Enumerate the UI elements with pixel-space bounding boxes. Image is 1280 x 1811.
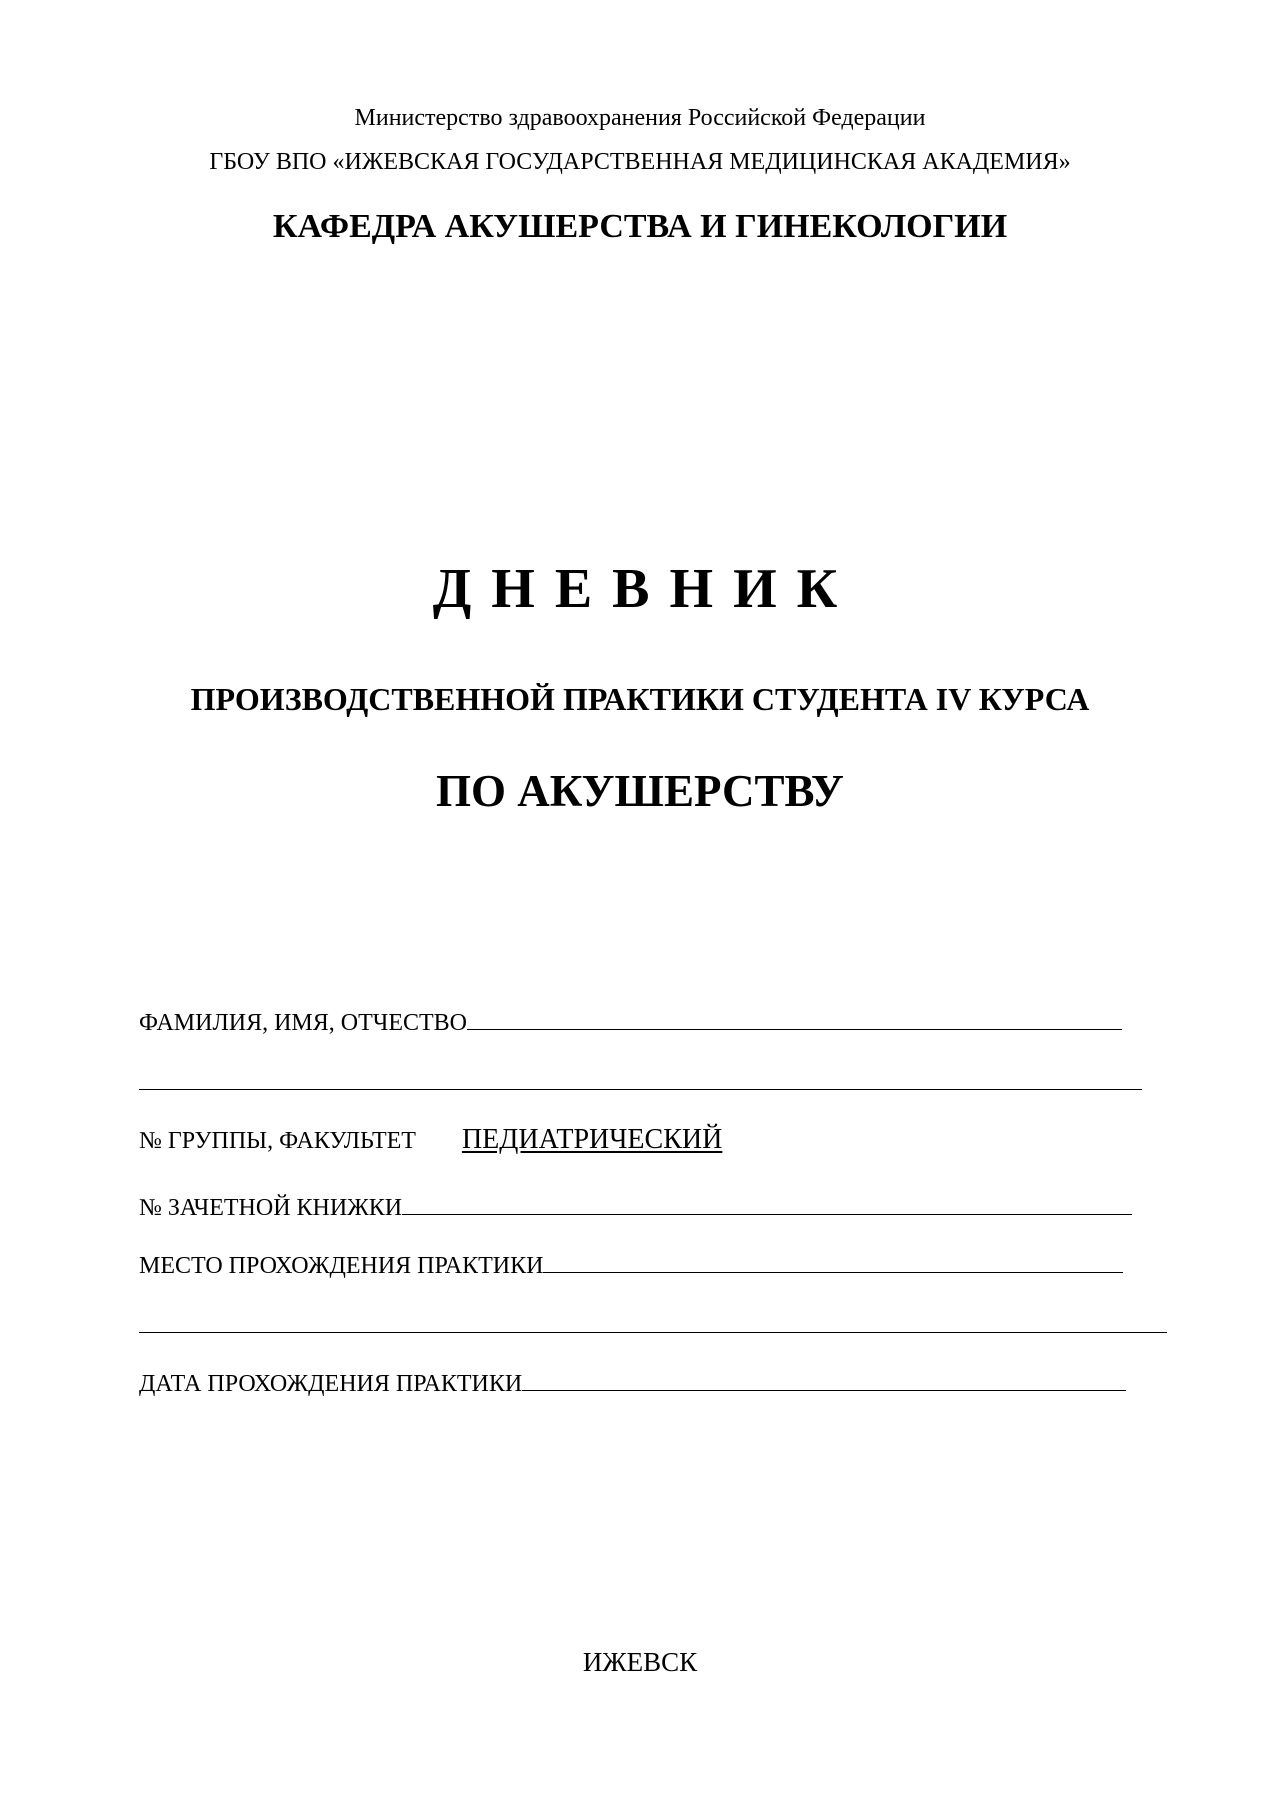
document-title: ДНЕВНИК (432, 558, 858, 620)
practice-date-label: ДАТА ПРОХОЖДЕНИЯ ПРАКТИКИ (139, 1371, 523, 1397)
document-subject: ПО АКУШЕРСТВУ (436, 766, 844, 816)
practice-place-label: МЕСТО ПРОХОЖДЕНИЯ ПРАКТИКИ (139, 1253, 544, 1279)
group-faculty-label: № ГРУППЫ, ФАКУЛЬТЕТ (139, 1128, 416, 1154)
faculty-value: ПЕДИАТРИЧЕСКИЙ (461, 1124, 723, 1155)
full-name-label: ФАМИЛИЯ, ИМЯ, ОТЧЕСТВО (139, 1010, 468, 1036)
practice-place-blank (543, 1250, 1123, 1273)
department-name: КАФЕДРА АКУШЕРСТВА И ГИНЕКОЛОГИИ (272, 208, 1008, 245)
full-name-blank (467, 1007, 1122, 1030)
full-name-field (139, 1007, 1122, 1038)
practice-place-field (139, 1250, 1123, 1281)
city-name: ИЖЕВСК (582, 1647, 698, 1677)
document-subtitle: ПРОИЗВОДСТВЕННОЙ ПРАКТИКИ СТУДЕНТА IV КУРСА (190, 681, 1090, 717)
practice-place-blank-line-2 (139, 1332, 1167, 1333)
full-name-blank-line-2 (139, 1089, 1142, 1090)
practice-date-field (139, 1368, 1126, 1399)
practice-date-blank (522, 1368, 1126, 1391)
record-book-blank (402, 1192, 1132, 1215)
academy-name: ГБОУ ВПО «ИЖЕВСКАЯ ГОСУДАРСТВЕННАЯ МЕДИЦИНСКАЯ АКАДЕМИЯ» (209, 149, 1071, 175)
record-book-field (139, 1192, 1132, 1223)
group-faculty-field (139, 1125, 722, 1156)
ministry-name: Министерство здравоохранения Российской Федерации (354, 105, 926, 131)
record-book-label: № ЗАЧЕТНОЙ КНИЖКИ (139, 1195, 403, 1221)
